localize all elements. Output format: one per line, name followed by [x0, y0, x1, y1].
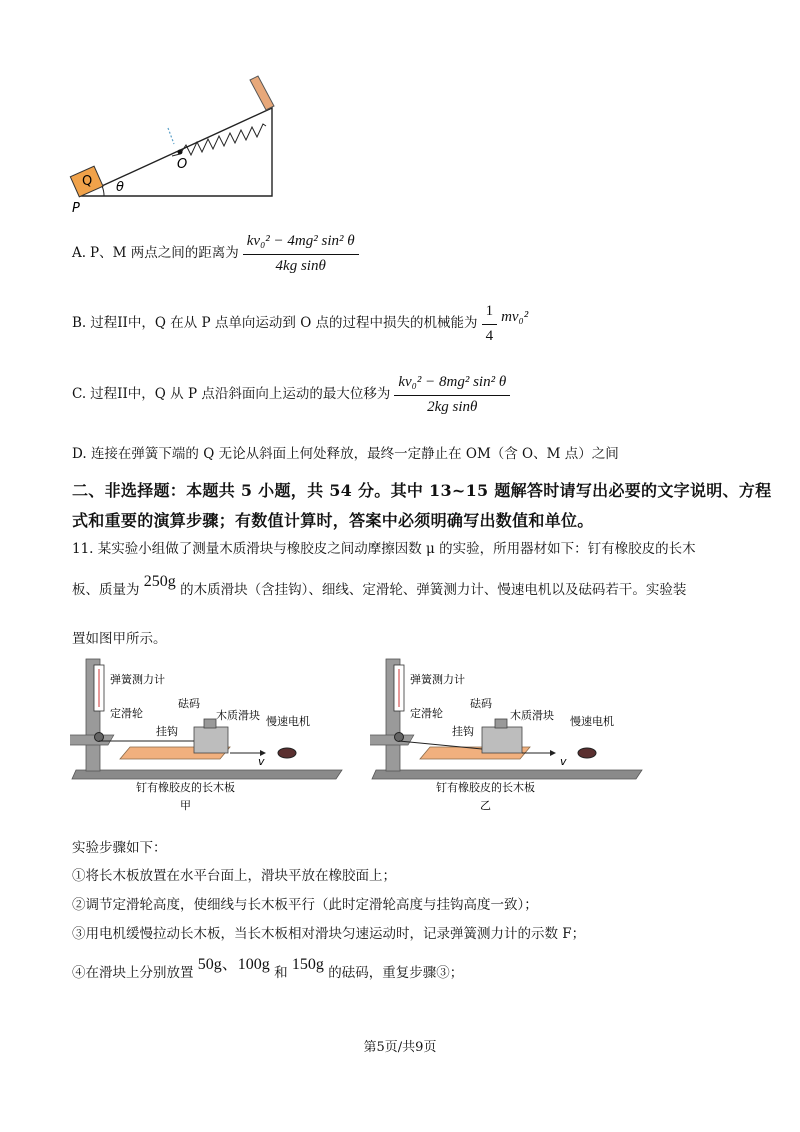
section-line-2: 式和重要的演算步骤；有数值计算时，答案中必须明确写出数值和单位。	[72, 511, 594, 530]
incline-triangle	[80, 108, 272, 196]
caption-a: 甲	[180, 799, 191, 812]
label-board-a: 钉有橡胶皮的长木板	[136, 781, 235, 794]
label-v-a: v	[258, 755, 265, 768]
apparatus-figure-a	[70, 655, 360, 825]
option-c-text: 过程II中，Q 从 P 点沿斜面向上运动的最大位移为	[90, 386, 391, 403]
spring	[180, 124, 266, 155]
apparatus-figure-b	[370, 655, 660, 825]
label-motor-b: 慢速电机	[570, 715, 614, 728]
option-b-text: 过程II中，Q 在从 P 点单向运动到 O 点的过程中损失的机械能为	[90, 315, 478, 332]
label-hook-a: 挂钩	[156, 725, 178, 738]
label-hook-b: 挂钩	[452, 725, 474, 738]
option-a-text: P、M 两点之间的距离为	[90, 245, 239, 262]
label-q: Q	[82, 174, 93, 189]
option-c-num: kv₀² − 8mg² sin² θ	[398, 374, 507, 390]
section-line-1: 二、非选择题：本题共 5 小题，共 54 分。其中 13~15 题解答时请写出必要的文字说明、方程	[72, 481, 772, 500]
label-block-b: 木质滑块	[510, 709, 554, 722]
option-b-den: 4	[485, 327, 494, 344]
q11-line-2	[72, 573, 687, 601]
option-a-num: kv₀² − 4mg² sin² θ	[246, 233, 355, 249]
label-weight-b: 砝码	[470, 697, 492, 710]
option-b	[72, 302, 528, 346]
label-weight-a: 砝码	[178, 697, 200, 710]
steps-title: 实验步骤如下：	[72, 840, 167, 856]
step-4-mass-1: 50g、100g	[197, 956, 270, 973]
incline-figure	[60, 70, 290, 220]
step-4-mass-2: 150g	[291, 956, 324, 973]
dashed-mark	[168, 128, 174, 144]
option-d-text: 连接在弹簧下端的 Q 无论从斜面上何处释放，最终一定静止在 OM（含 O、M 点）之间	[90, 446, 619, 462]
step-4	[72, 956, 464, 984]
label-p: P	[72, 201, 80, 216]
option-b-prefix: B.	[72, 315, 87, 332]
label-pulley-b: 定滑轮	[410, 707, 443, 720]
label-v-b: v	[560, 755, 567, 768]
option-a-prefix: A.	[72, 245, 87, 262]
top-plate	[250, 76, 274, 110]
option-a	[72, 232, 359, 276]
label-spring-scale-a: 弹簧测力计	[110, 673, 165, 686]
step-4-and: 和	[274, 965, 288, 981]
theta-arc	[102, 186, 104, 196]
point-o	[178, 150, 183, 155]
step-3: ③用电机缓慢拉动长木板，当长木板相对滑块匀速运动时，记录弹簧测力计的示数 F；	[72, 926, 586, 942]
label-o: O	[177, 157, 188, 172]
q11-mass: 250g	[143, 573, 176, 590]
label-block-a: 木质滑块	[216, 709, 260, 722]
option-b-fraction	[482, 302, 498, 346]
label-spring-scale-b: 弹簧测力计	[410, 673, 465, 686]
label-pulley-a: 定滑轮	[110, 707, 143, 720]
label-motor-a: 慢速电机	[266, 715, 310, 728]
q11-line-3: 置如图甲所示。	[72, 631, 167, 647]
option-c-prefix: C.	[72, 386, 87, 403]
option-a-fraction	[243, 232, 359, 276]
option-c-den: 2kg sinθ	[427, 398, 478, 415]
page-footer: 第5页/共9页	[363, 1040, 437, 1055]
label-theta: θ	[116, 180, 124, 195]
q11-line-1: 11. 某实验小组做了测量木质滑块与橡胶皮之间动摩擦因数 μ 的实验，所用器材如下：钉有橡胶皮的长木	[72, 541, 696, 557]
step-2: ②调节定滑轮高度，使细线与长木板平行（此时定滑轮高度与挂钩高度一致）；	[72, 897, 538, 913]
caption-b: 乙	[480, 799, 491, 812]
option-b-tail: mv₀²	[501, 309, 529, 326]
option-c	[72, 373, 510, 417]
q11-line-2-pre: 板、质量为	[72, 582, 140, 598]
step-4-pre: ④在滑块上分别放置	[72, 965, 194, 981]
label-board-b: 钉有橡胶皮的长木板	[436, 781, 535, 794]
option-a-den: 4kg sinθ	[275, 257, 326, 274]
option-d-prefix: D.	[72, 446, 87, 462]
step-1: ①将长木板放置在水平台面上，滑块平放在橡胶面上；	[72, 868, 396, 884]
option-d	[72, 446, 619, 464]
step-4-post: 的砝码，重复步骤③；	[328, 965, 464, 981]
q11-line-2-post: 的木质滑块（含挂钩）、细线、定滑轮、弹簧测力计、慢速电机以及砝码若干。实验装	[180, 582, 687, 598]
option-c-fraction	[394, 373, 510, 417]
option-b-num: 1	[485, 303, 494, 319]
